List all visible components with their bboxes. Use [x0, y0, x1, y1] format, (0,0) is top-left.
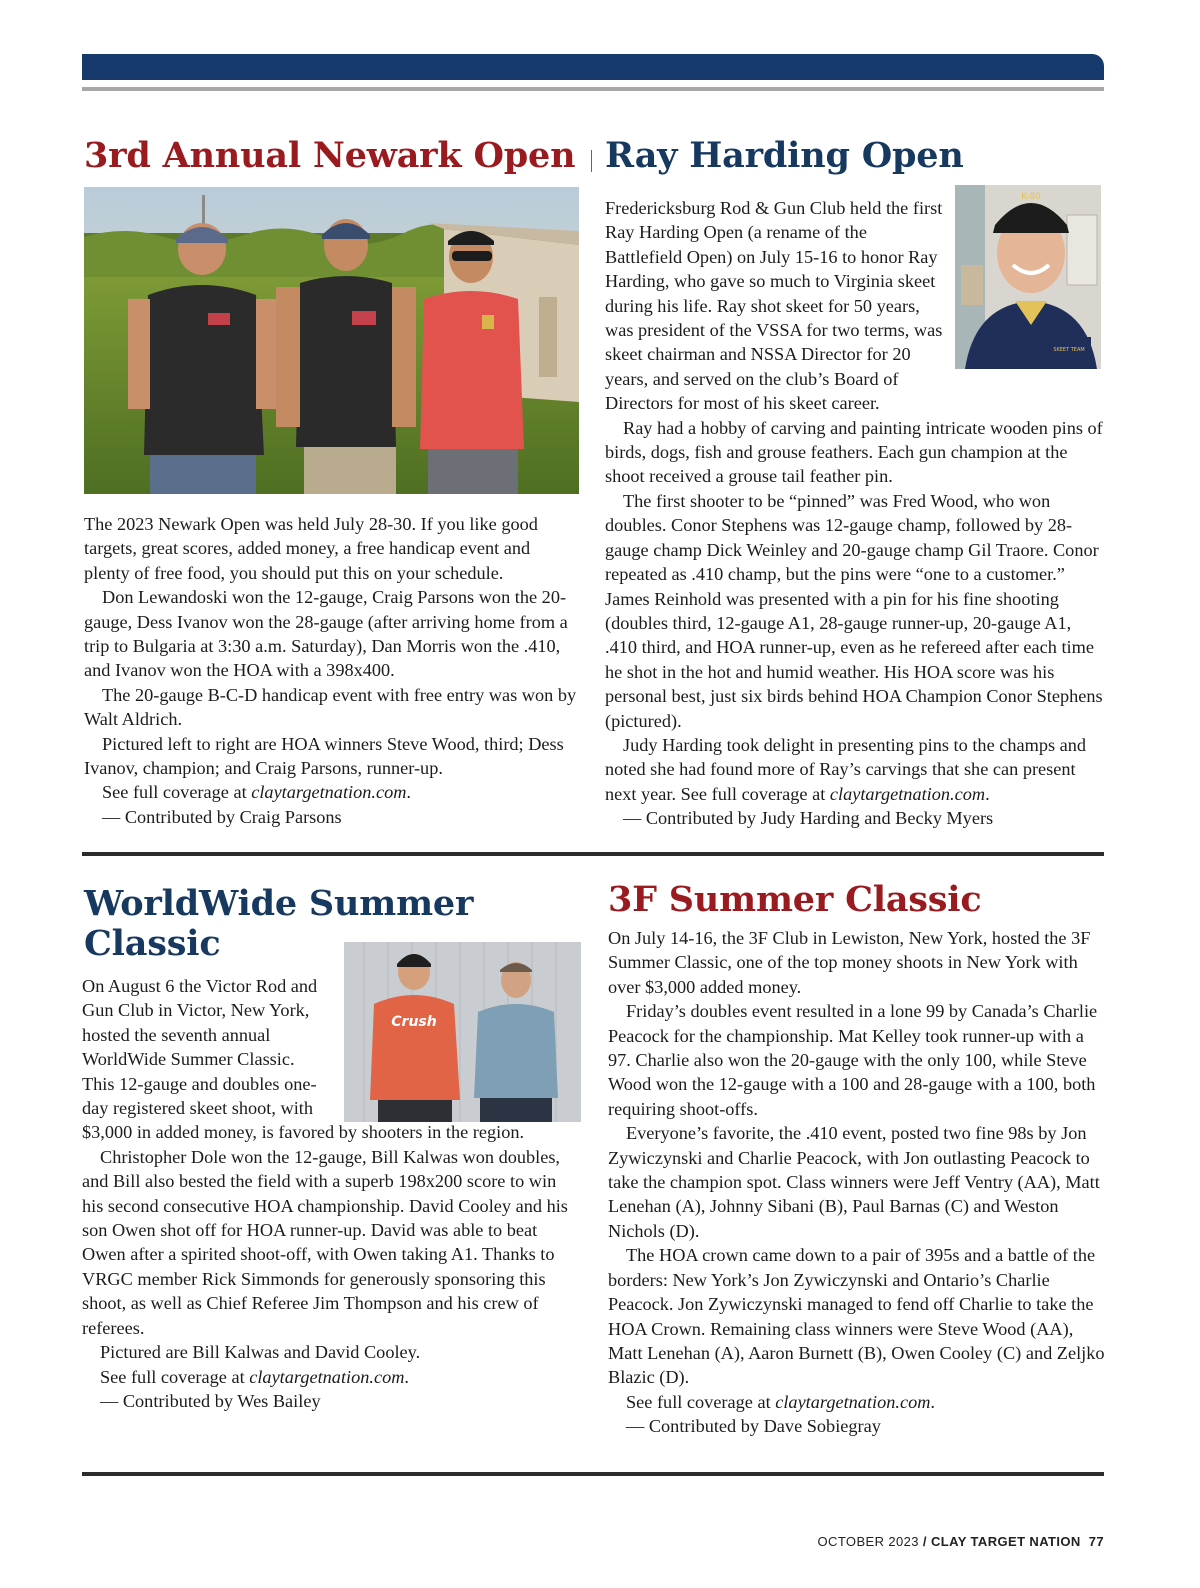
issue-date: OCTOBER 2023	[817, 1534, 919, 1549]
newark-coverage-link[interactable]: claytargetnation.com	[251, 782, 407, 803]
newark-credit: — Contributed by Craig Parsons	[102, 806, 342, 827]
harding-paragraph: Fredericksburg Rod & Gun Club held the first Ray Harding Open (a rename of the Battlefield Open) on July 15-16 to honor Ray Harding, who gave so much to Virginia skeet during his life. Ray shot skeet for 50 years, was president of the VSSA for two terms, was skeet chairman and NSSA Director for 20 years, and served on the club’s Board of Directors for most of his skeet career.	[605, 198, 943, 414]
harding-credit: — Contributed by Judy Harding and Becky Myers	[623, 808, 994, 829]
harding-body	[605, 192, 1105, 831]
column-divider	[591, 150, 592, 172]
worldwide-body	[82, 974, 579, 1413]
worldwide-paragraph: Pictured are Bill Kalwas and David Cooley.	[100, 1342, 421, 1363]
harding-coverage-link[interactable]: claytargetnation.com	[829, 783, 986, 804]
harding-cap-text: K-80	[1021, 192, 1041, 202]
newark-title: 3rd Annual Newark Open	[84, 135, 576, 176]
header-rule	[82, 87, 1104, 91]
threef-coverage-link[interactable]: claytargetnation.com	[775, 1391, 931, 1412]
threef-paragraph: Friday’s doubles event resulted in a lone 99 by Canada’s Charlie Peacock for the championship. Mat Kelley took runner-up with a 97. Charlie also won the 20-gauge with the only 100, while Steve Wood won the 12-gauge with a 100 and 28-gauge with a 100, both requiring shoot-offs.	[608, 1001, 1098, 1119]
header-band	[82, 54, 1104, 80]
newark-paragraph: The 20-gauge B-C-D handicap event with free entry was won by Walt Aldrich.	[84, 684, 577, 730]
newark-coverage: See full coverage at claytargetnation.com.	[102, 782, 411, 803]
worldwide-coverage: See full coverage at claytargetnation.com.	[100, 1366, 409, 1387]
newark-photo	[84, 187, 579, 494]
worldwide-coverage-link[interactable]: claytargetnation.com	[249, 1366, 405, 1387]
worldwide-title: WorldWide Summer Classic	[84, 883, 474, 964]
page-footer: OCTOBER 2023 / CLAY TARGET NATION 77	[817, 1534, 1104, 1549]
harding-paragraph: Ray had a hobby of carving and painting intricate wooden pins of birds, dogs, fish and grouse feathers. Each gun champion at the shoot received a grouse tail feather pin.	[605, 417, 1103, 487]
newark-paragraph: The 2023 Newark Open was held July 28-30. If you like good targets, great scores, added money, a free handicap event and plenty of free food, you should put this on your schedule.	[84, 514, 538, 583]
section-rule	[82, 852, 1104, 856]
newark-paragraph: Don Lewandoski won the 12-gauge, Craig Parsons won the 20-gauge, Dess Ivanov won the 28-gauge (after arriving home from a trip to Bulgaria at 3:30 a.m. Saturday), Dan Morris won the .410, and Ivanov won the HOA with a 398x400.	[84, 587, 568, 681]
harding-paragraph: The first shooter to be “pinned” was Fred Wood, who won doubles. Conor Stephens was 12-gauge champ, followed by 28-gauge champ Dick Weinley and 20-gauge champ Gil Traore. Conor repeated as .410 champ, but the pins were “one to a customer.” James Reinhold was presented with a pin for his fine shooting (doubles third, 12-gauge A1, 28-gauge runner-up, 20-gauge A1, .410 third, and HOA runner-up, even as he refereed after each time he shot in the hot and humid weather. His HOA score was his personal best, just six birds behind HOA Champion Conor Stephens (pictured).	[605, 490, 1103, 731]
worldwide-paragraph: Christopher Dole won the 12-gauge, Bill Kalwas won doubles, and Bill also bested the field with a superb 198x200 score to win his second consecutive HOA championship. David Cooley and his son Owen shot off for HOA runner-up. David was able to beat Owen after a spirited shoot-off, with Owen taking A1. Thanks to VRGC member Rick Simmonds for generously sponsoring this shoot, as well as Chief Referee Jim Thompson and his crew of referees.	[82, 1146, 568, 1338]
page-number: 77	[1088, 1534, 1104, 1549]
magazine-name: CLAY TARGET NATION	[930, 1534, 1081, 1549]
threef-credit: — Contributed by Dave Sobiegray	[626, 1416, 881, 1437]
threef-coverage: See full coverage at claytargetnation.com.	[626, 1391, 935, 1412]
threef-body	[608, 926, 1105, 1439]
threef-paragraph: The HOA crown came down to a pair of 395s and a battle of the borders: New York’s Jon Zywiczynski and Ontario’s Charlie Peacock. Jon Zywiczynski managed to fend off Charlie to take the HOA Crown. Remaining class winners were Steve Wood (AA), Matt Lenehan (A), Aaron Burnett (B), Owen Cooley (C) and Zeljko Blazic (D).	[608, 1245, 1105, 1388]
harding-paragraph: Judy Harding took delight in presenting pins to the champs and noted she had found more of Ray’s carvings that she can present next year. See full coverage at claytargetnation.com.	[605, 734, 1087, 804]
worldwide-shirt-text: Crush	[391, 1014, 437, 1030]
harding-photo	[955, 185, 1101, 369]
harding-title: Ray Harding Open	[605, 135, 964, 176]
newark-paragraph: Pictured left to right are HOA winners Steve Wood, third; Dess Ivanov, champion; and Craig Parsons, runner-up.	[84, 733, 564, 779]
harding-shirt-text: SKEET TEAM	[1053, 347, 1085, 353]
footer-rule	[82, 1472, 1104, 1476]
threef-title: 3F Summer Classic	[608, 879, 982, 920]
threef-paragraph: On July 14-16, the 3F Club in Lewiston, New York, hosted the 3F Summer Classic, one of the top money shoots in New York with over $3,000 added money.	[608, 928, 1091, 997]
worldwide-paragraph: On August 6 the Victor Rod and Gun Club in Victor, New York, hosted the seventh annual WorldWide Summer Classic. This 12-gauge and doubles one-day registered skeet shoot, with $3,000 in added money, is favored by shooters in the region.	[82, 976, 525, 1143]
worldwide-photo-space	[320, 974, 579, 1120]
worldwide-credit: — Contributed by Wes Bailey	[100, 1390, 321, 1411]
threef-paragraph: Everyone’s favorite, the .410 event, posted two fine 98s by Jon Zywiczynski and Charlie Peacock, with Jon outlasting Peacock to take the champion spot. Class winners were Jeff Ventry (AA), Matt Lenehan (A), Johnny Sibani (B), Paul Barnas (C) and Weston Nichols (D).	[608, 1123, 1100, 1241]
newark-body	[84, 512, 580, 829]
